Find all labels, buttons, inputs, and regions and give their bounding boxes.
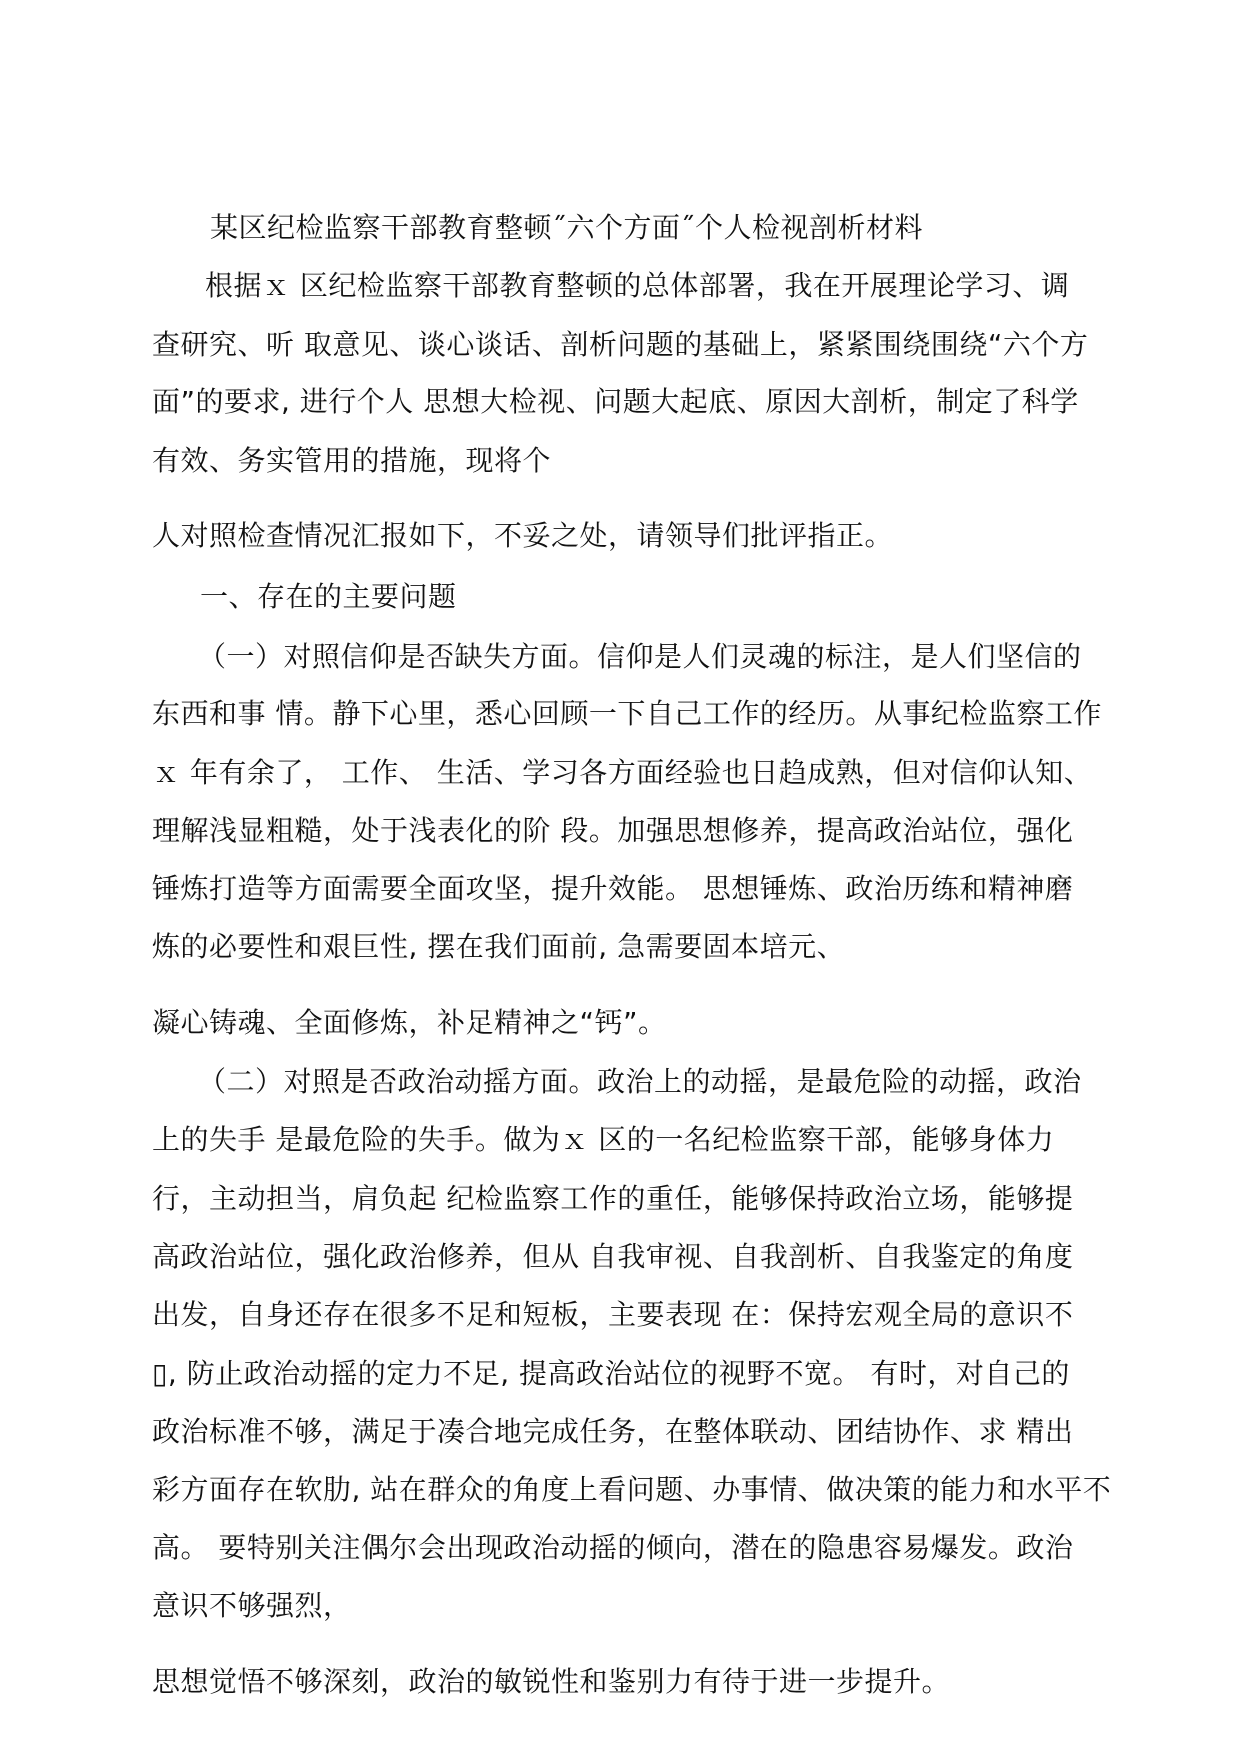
- paragraph-line: 根据ｘ 区纪检监察干部教育整顿的总体部署，我在开展理论学习、调: [205, 269, 1070, 302]
- paragraph-line: 思想觉悟不够深刻，政治的敏锐性和鉴别力有待于进一步提升。: [152, 1665, 951, 1698]
- paragraph-line: 意识不够强烈，: [152, 1589, 352, 1622]
- paragraph-line: 锤炼打造等方面需要全面攻坚，提升效能。 思想锤炼、政治历练和精神磨: [152, 872, 1074, 905]
- document-title: 某区纪检监察干部教育整顿˝六个方面˝个人检视剖析材料: [210, 211, 924, 244]
- paragraph-line: 行，主动担当，肩负起 纪检监察工作的重任，能够保持政治立场，能够提: [152, 1182, 1074, 1215]
- paragraph-line: 高。 要特别关注偶尔会出现政治动摇的倾向，潜在的隐患容易爆发。政治: [152, 1531, 1074, 1564]
- paragraph-line: 东西和事 情。静下心里，悉心回顾一下自己工作的经历。从事纪检监察工作: [152, 697, 1102, 730]
- paragraph-line: 凝心铸魂、全面修炼，补足精神之“钙”。: [152, 1006, 667, 1039]
- paragraph-line: 理解浅显粗糙，处于浅表化的阶 段。加强思想修养，提高政治站位，强化: [152, 814, 1074, 847]
- paragraph-line: 政治标准不够，满足于凑合地完成任务，在整体联动、团结协作、求 精出: [152, 1415, 1074, 1448]
- paragraph-line: 出发，自身还存在很多不足和短板，主要表现 在：保持宏观全局的意识不: [152, 1298, 1074, 1331]
- paragraph-line: 上的失手 是最危险的失手。做为ｘ 区的一名纪检监察干部，能够身体力: [152, 1123, 1055, 1156]
- paragraph-line: 面”的要求, 进行个人 思想大检视、问题大起底、原因大剖析，制定了科学: [152, 385, 1079, 418]
- paragraph-line: 人对照检查情况汇报如下，不妥之处，请领导们批评指正。: [152, 519, 894, 552]
- section-heading: 一、存在的主要问题: [200, 580, 457, 613]
- paragraph-line: ｘ 年有余了， 工作、 生活、学习各方面经验也日趋成熟，但对信仰认知、: [152, 756, 1093, 789]
- paragraph-line: （二）对照是否政治动摇方面。政治上的动摇，是最危险的动摇，政治: [198, 1065, 1082, 1098]
- paragraph-line: 炼的必要性和艰巨性, 摆在我们面前, 急需要固本培元、: [152, 930, 846, 963]
- paragraph-line: ▯, 防止政治动摇的定力不足, 提高政治站位的视野不宽。 有时，对自己的: [152, 1357, 1070, 1390]
- paragraph-line: 高政治站位，强化政治修养，但从 自我审视、自我剖析、自我鉴定的角度: [152, 1240, 1074, 1273]
- paragraph-line: （一）对照信仰是否缺失方面。信仰是人们灵魂的标注，是人们坚信的: [198, 640, 1082, 673]
- paragraph-line: 彩方面存在软肋, 站在群众的角度上看问题、办事情、做决策的能力和水平不: [152, 1473, 1112, 1506]
- paragraph-line: 查研究、听 取意见、谈心谈话、剖析问题的基础上，紧紧围绕围绕“六个方: [152, 328, 1089, 361]
- paragraph-line: 有效、务实管用的措施，现将个: [152, 444, 552, 477]
